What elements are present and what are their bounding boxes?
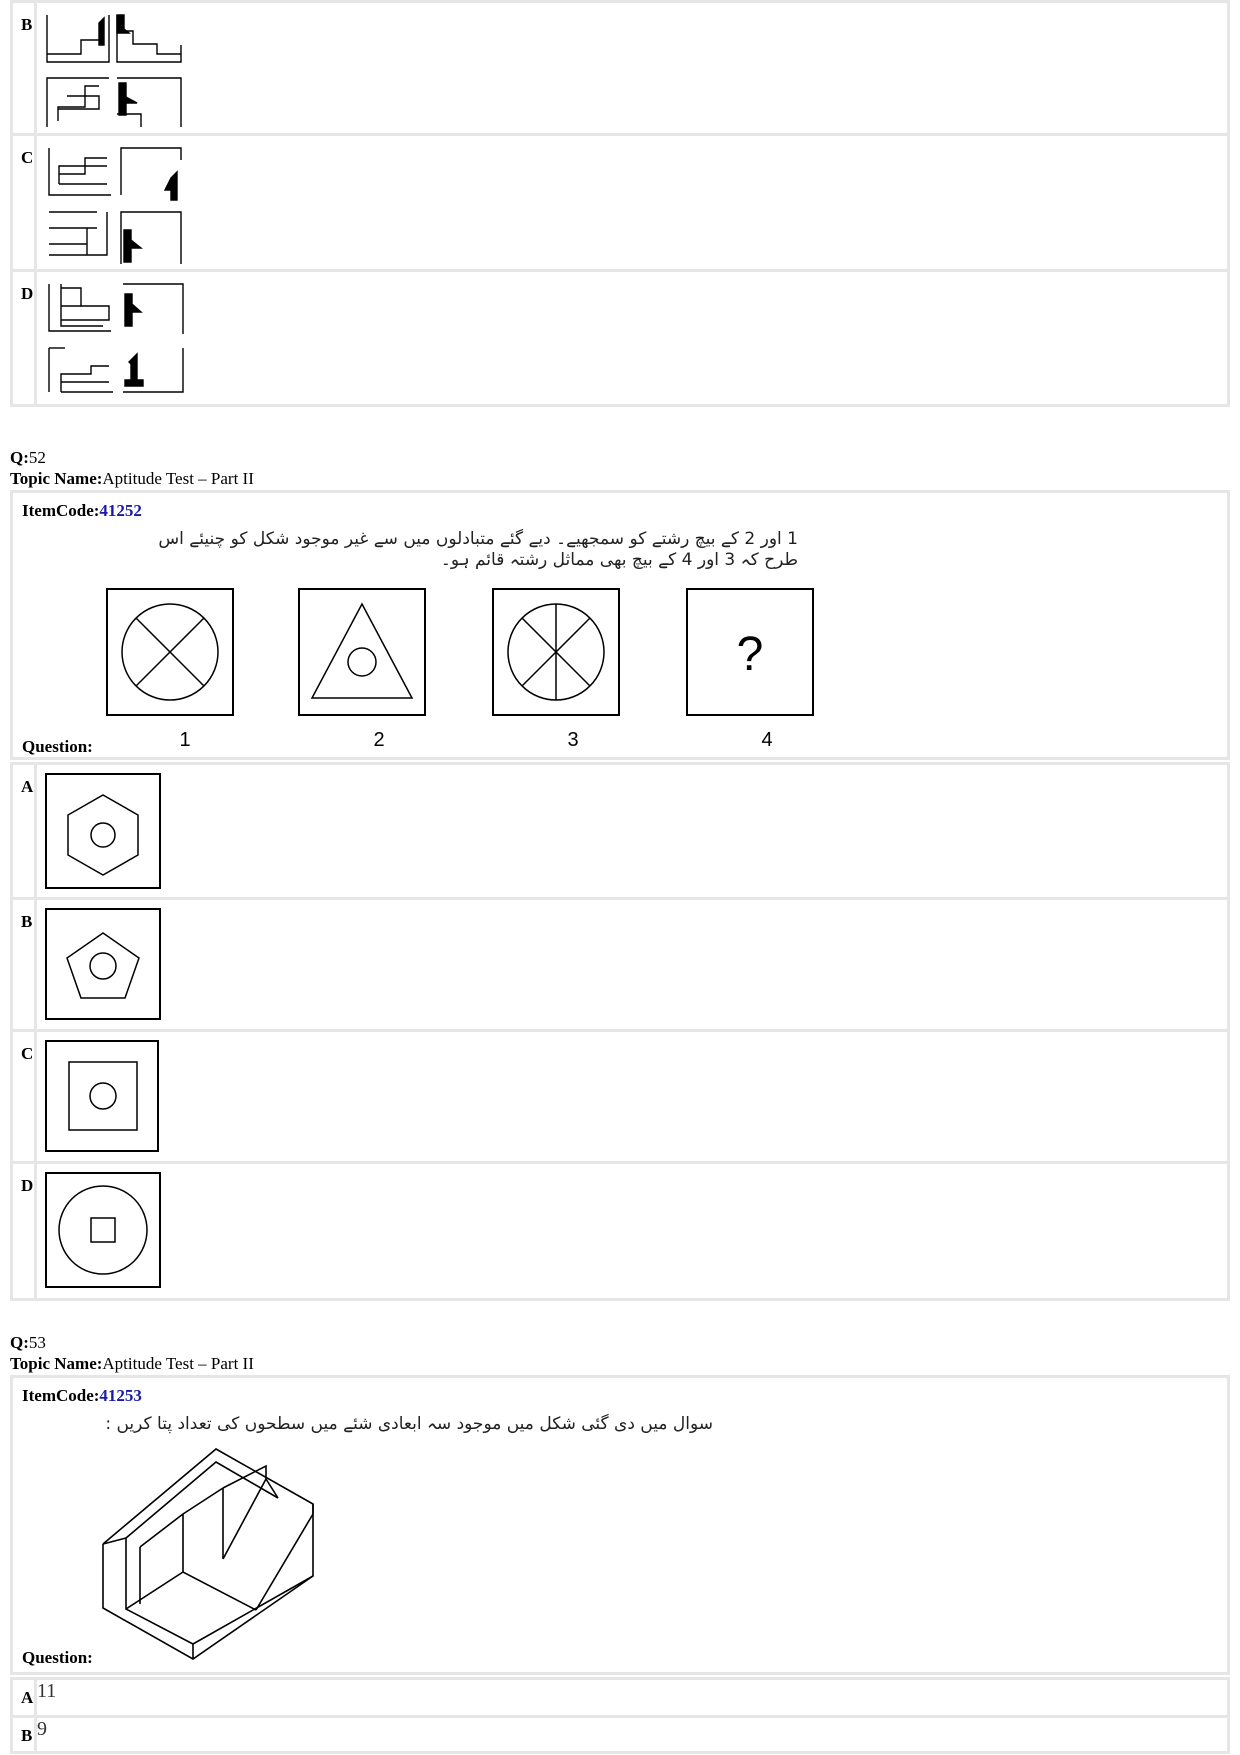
hexagon-circle-figure xyxy=(43,771,173,896)
option-row[interactable] xyxy=(12,271,1229,406)
pentagon-circle-figure xyxy=(43,906,173,1031)
option-value: 11 xyxy=(36,1679,1229,1717)
option-content xyxy=(36,899,1229,1031)
question-number: Q:53 xyxy=(10,1333,46,1352)
q51-option-b-figure xyxy=(41,7,211,132)
q51-option-c-figure xyxy=(41,140,211,268)
topic-name: Topic Name:Aptitude Test – Part II xyxy=(10,469,254,488)
option-content xyxy=(36,2,1229,135)
question-text: 1 اور 2 کے بیچ رشتے کو سمجھیے۔ دیے گئے متبادلوں میں سے غیر موجود شکل کو چنیئے اس طرح کہ 3 اور 4 کے بیچ بھی مماثل رشتہ قائم ہو۔ xyxy=(158,529,798,570)
item-code: ItemCode:41253 xyxy=(22,1386,142,1405)
option-row[interactable] xyxy=(12,1163,1229,1300)
question-label: Question: xyxy=(22,737,93,756)
option-row[interactable] xyxy=(12,1679,1229,1717)
item-code: ItemCode:41252 xyxy=(22,501,142,520)
figure-number: 4 xyxy=(761,729,773,751)
q51-options-table xyxy=(10,0,1230,407)
figure-number: 3 xyxy=(567,729,579,751)
figure-number: 1 xyxy=(179,729,191,751)
square-circle-figure xyxy=(43,1038,173,1163)
option-value: 9 xyxy=(36,1717,1229,1753)
topic-name: Topic Name:Aptitude Test – Part II xyxy=(10,1354,254,1373)
option-content xyxy=(36,764,1229,899)
question-box xyxy=(10,1375,1230,1675)
option-label: D xyxy=(12,1163,36,1300)
option-label: C xyxy=(12,135,36,271)
option-label: B xyxy=(12,1717,36,1753)
unknown-figure-mark: ? xyxy=(736,628,764,681)
option-row[interactable] xyxy=(12,899,1229,1031)
q51-option-d-figure xyxy=(41,276,211,404)
q52-options-table xyxy=(10,762,1230,1301)
question-box xyxy=(10,490,1230,760)
figure-number: 2 xyxy=(373,729,385,751)
option-label: A xyxy=(12,764,36,899)
option-label: D xyxy=(12,271,36,406)
option-label: B xyxy=(12,899,36,1031)
option-label: B xyxy=(12,2,36,135)
option-label: C xyxy=(12,1031,36,1163)
question-label: Question: xyxy=(22,1648,93,1667)
q53-options-table xyxy=(10,1677,1230,1754)
option-row[interactable] xyxy=(12,135,1229,271)
option-row[interactable] xyxy=(12,764,1229,899)
question-number: Q:52 xyxy=(10,448,46,467)
option-content xyxy=(36,271,1229,406)
isometric-solid-figure xyxy=(98,1444,338,1674)
question-header xyxy=(10,447,254,489)
question-text: سوال میں دی گئی شکل میں موجود سہ ابعادی شئے میں سطحوں کی تعداد پتا کریں : xyxy=(105,1414,713,1434)
option-content xyxy=(36,135,1229,271)
option-label: A xyxy=(12,1679,36,1717)
option-row[interactable] xyxy=(12,1031,1229,1163)
question-header xyxy=(10,1332,254,1374)
circle-square-figure xyxy=(43,1170,173,1295)
option-row[interactable] xyxy=(12,1717,1229,1753)
option-row[interactable] xyxy=(12,2,1229,135)
option-content xyxy=(36,1031,1229,1163)
option-content xyxy=(36,1163,1229,1300)
